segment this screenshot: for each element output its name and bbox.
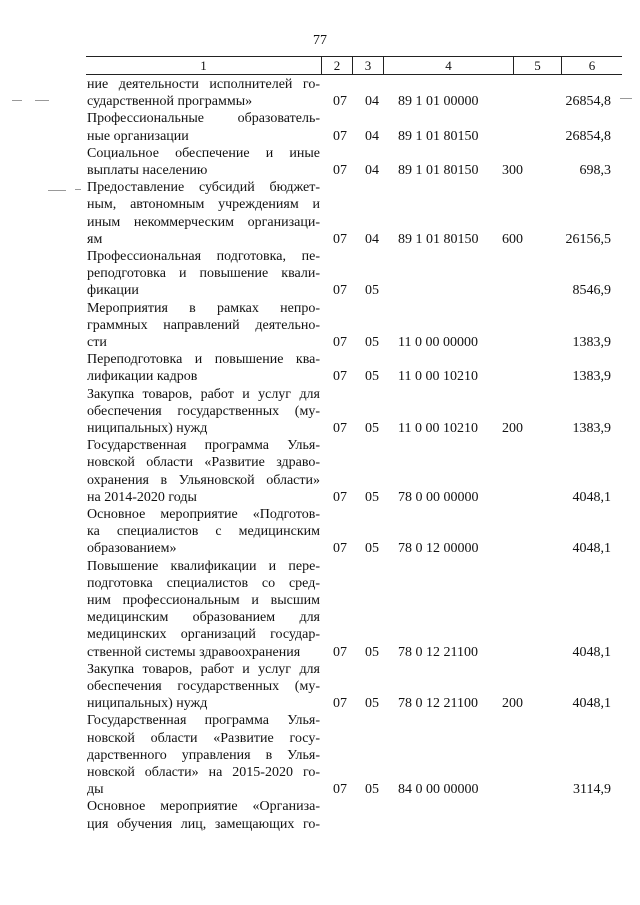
row-description [87,661,320,713]
amount: 1383,9 [572,420,611,436]
amount: 26854,8 [565,94,611,110]
subsection-code: 05 [365,782,379,798]
table-row [0,798,640,832]
section-code: 07 [333,696,347,712]
description-line: Закупка товаров, работ и услуг для [87,386,320,402]
target-article-code: 11 0 00 00000 [398,334,478,350]
description-line: Закупка товаров, работ и услуг для [87,661,320,677]
row-description [87,386,320,438]
row-description [87,351,320,385]
description-line: обеспечения государственных (му- [87,403,320,419]
column-header-2: 2 [321,57,352,74]
subsection-code: 04 [365,231,379,247]
row-description [87,437,320,506]
amount: 4048,1 [572,541,611,557]
table-row [0,386,640,438]
row-description [87,110,320,144]
description-line: Государственная программа Улья- [87,438,320,454]
table-row [0,110,640,144]
amount: 698,3 [579,162,611,178]
subsection-code: 05 [365,541,379,557]
description-line: ные организации [87,128,189,144]
column-header-3: 3 [352,57,383,74]
scan-speck [620,98,632,99]
scan-speck [12,100,22,101]
description-line: ка специалистов с медицинским [87,524,320,540]
expense-type-code: 300 [502,162,523,178]
subsection-code: 05 [365,644,379,660]
table-row [0,248,640,300]
target-article-code: 78 0 12 21100 [398,644,478,660]
amount: 26156,5 [565,231,611,247]
section-code: 07 [333,541,347,557]
amount: 1383,9 [572,369,611,385]
column-header-4: 4 [383,57,513,74]
description-line: реподготовка и повышение квали- [87,266,320,282]
table-row [0,558,640,661]
subsection-code: 05 [365,334,379,350]
description-line: Мероприятия в рамках непро- [87,300,320,316]
description-line: подготовка специалистов со сред- [87,575,320,591]
row-description [87,145,320,179]
row-description [87,248,320,300]
amount: 8546,9 [572,283,611,299]
subsection-code: 05 [365,489,379,505]
section-code: 07 [333,644,347,660]
description-line: на 2014-2020 годы [87,489,197,505]
description-line: выплаты населению [87,162,208,178]
row-description [87,179,320,248]
description-line: Предоставление субсидий бюджет- [87,180,320,196]
table-row [0,300,640,352]
page-number: 77 [313,33,327,48]
target-article-code: 11 0 00 10210 [398,420,478,436]
expense-type-code: 200 [502,420,523,436]
column-header-6: 6 [561,57,622,74]
target-article-code: 89 1 01 80150 [398,128,479,144]
description-line: ды [87,782,104,798]
target-article-code: 78 0 12 21100 [398,696,478,712]
amount: 4048,1 [572,644,611,660]
target-article-code: 89 1 01 80150 [398,162,479,178]
description-line: Основное мероприятие «Подготов- [87,506,320,522]
description-line: ниципальных) нужд [87,420,208,436]
description-line: ниципальных) нужд [87,696,208,712]
description-line: иным некоммерческим организаци- [87,214,320,230]
description-line: образованием» [87,541,177,557]
scan-speck [35,100,49,101]
description-line: медицинским образованием для [87,610,320,626]
row-description [87,506,320,558]
description-line: Основное мероприятие «Организа- [87,799,320,815]
description-line: охранения в Ульяновской области» [87,472,320,488]
description-line: дарственного управления в Улья- [87,747,320,763]
target-article-code: 89 1 01 80150 [398,231,479,247]
table-row [0,351,640,385]
amount: 4048,1 [572,489,611,505]
amount: 3114,9 [573,782,611,798]
description-line: ным, автономным учреждениям и [87,197,320,213]
description-line: новской области «Развитие здраво- [87,455,320,471]
description-line: Социальное обеспечение и иные [87,145,320,161]
section-code: 07 [333,162,347,178]
section-code: 07 [333,94,347,110]
section-code: 07 [333,420,347,436]
table-row [0,712,640,798]
target-article-code: 78 0 00 00000 [398,489,479,505]
description-line: ция обучения лиц, замещающих го- [87,816,320,832]
description-line: новской области» на 2015-2020 го- [87,764,320,780]
column-header-1: 1 [200,58,207,73]
description-line: обеспечения государственных (му- [87,678,320,694]
description-line: ние деятельности исполнителей го- [87,77,320,92]
section-code: 07 [333,489,347,505]
target-article-code: 11 0 00 10210 [398,369,478,385]
description-line: Повышение квалификации и пере- [87,558,320,574]
description-line: Переподготовка и повышение ква- [87,352,320,368]
amount: 1383,9 [572,334,611,350]
description-line: Профессиональная подготовка, пе- [87,248,320,264]
table-row [0,437,640,506]
table-row [0,661,640,713]
subsection-code: 05 [365,696,379,712]
description-line: ним профессиональным и высшим [87,592,320,608]
description-line: сударственной программы» [87,94,253,110]
description-line: медицинских организаций государ- [87,627,320,643]
description-line: фикации [87,283,139,299]
amount: 26854,8 [565,128,611,144]
description-line: лификации кадров [87,369,198,385]
subsection-code: 05 [365,369,379,385]
table-body [0,76,640,833]
row-description [87,798,320,832]
row-description [87,712,320,798]
row-description [87,300,320,352]
description-line: граммных направлений деятельно- [87,317,320,333]
target-article-code: 84 0 00 00000 [398,782,479,798]
description-line: ям [87,231,103,247]
expense-type-code: 600 [502,231,523,247]
section-code: 07 [333,283,347,299]
description-line: Профессиональные образователь- [87,111,320,127]
description-line: Государственная программа Улья- [87,713,320,729]
table-row [0,76,640,110]
target-article-code: 78 0 12 00000 [398,541,479,557]
description-line: новской области «Развитие госу- [87,730,320,746]
target-article-code: 89 1 01 00000 [398,94,479,110]
scan-speck [48,190,66,191]
subsection-code: 05 [365,420,379,436]
table-row [0,506,640,558]
subsection-code: 04 [365,94,379,110]
table-header [86,56,622,75]
row-description [87,558,320,661]
scan-speck [75,189,81,190]
description-line: сти [87,334,107,350]
expense-type-code: 200 [502,696,523,712]
description-line: ственной системы здравоохранения [87,644,301,660]
subsection-code: 04 [365,128,379,144]
section-code: 07 [333,782,347,798]
section-code: 07 [333,369,347,385]
section-code: 07 [333,128,347,144]
amount: 4048,1 [572,696,611,712]
subsection-code: 05 [365,283,379,299]
row-description [87,76,320,110]
table-row [0,179,640,248]
section-code: 07 [333,334,347,350]
subsection-code: 04 [365,162,379,178]
table-row [0,145,640,179]
column-header-5: 5 [513,57,561,74]
section-code: 07 [333,231,347,247]
